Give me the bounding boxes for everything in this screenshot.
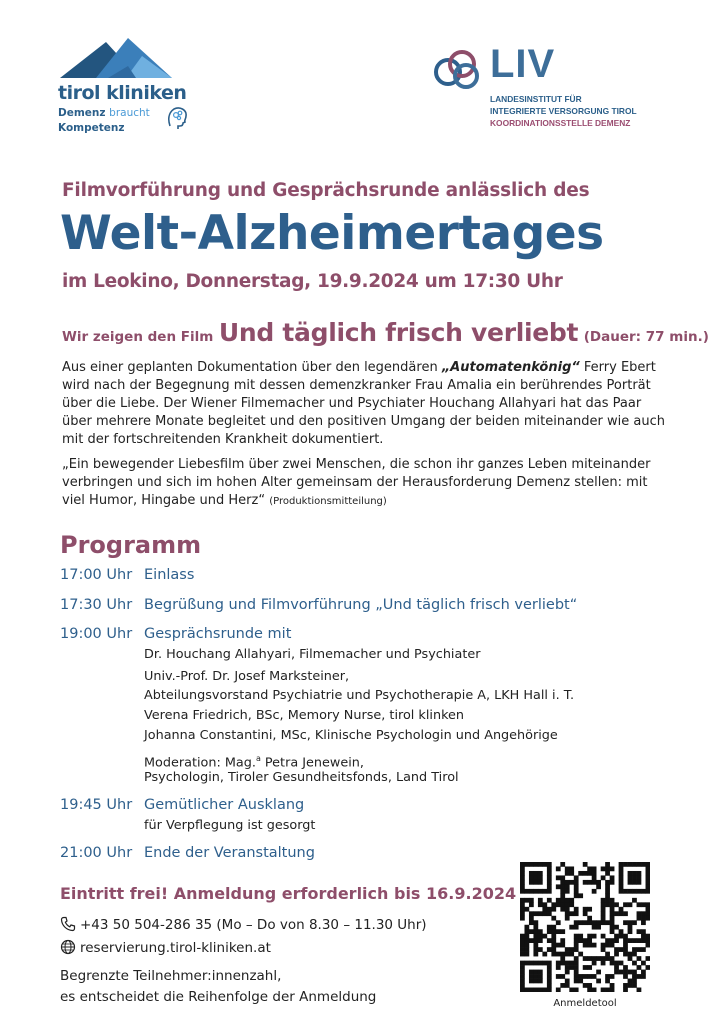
tirol-kliniken-tagline-2: Kompetenz [58, 122, 125, 134]
description-paragraph: Aus einer geplanten Dokumentation über den legendären „Automatenkönig“ Ferry Ebert wird nach der Begegnung mit dessen demenzkranker Frau Amalia ein berührendes Porträt über die Liebe. Der Wiener Filmemacher und Psychiater Houchang Allahyari hat das Paar über mehrere Monate begleitet und den positiven Umgang der beiden miteinander wie auch mit der fortschreitenden Krankheit dokumentiert. [62, 360, 665, 447]
film-prefix: Wir zeigen den Film [62, 329, 214, 345]
programm-title: Programm [60, 531, 202, 559]
panel-member: Dr. Houchang Allahyari, Filmemacher und Psychiater [144, 647, 481, 662]
programm-item: 17:00 Uhr Einlass [60, 567, 195, 583]
liv-name: LIV [490, 42, 556, 86]
programm-item: 19:45 Uhr Gemütlicher Ausklang [60, 797, 305, 813]
headline-lead: Filmvorführung und Gesprächsrunde anlässlich des [62, 180, 590, 201]
registration-note: Begrenzte Teilnehmer:innenzahl, es entscheidet die Reihenfolge der Anmeldung [60, 968, 377, 1005]
liv-line-1: LANDESINSTITUT FÜR [490, 94, 582, 104]
ausklang-note: für Verpflegung ist gesorgt [144, 818, 316, 833]
knot-icon [430, 48, 486, 92]
film-description [62, 359, 672, 518]
phone-contact[interactable] [60, 916, 427, 933]
film-title: Und täglich frisch verliebt [218, 318, 579, 347]
programm-item: 21:00 Uhr Ende der Veranstaltung [60, 845, 315, 861]
qr-code[interactable] [520, 862, 650, 992]
film-duration: (Dauer: 77 min.) [583, 329, 709, 345]
description-quote: „Ein bewegender Liebesfilm über zwei Menschen, die schon ihr ganzes Leben miteinander verbringen und sich im hohen Alter gemeinsam der Herausforderung Demenz stellen: mit viel Humor, Hingabe und Herz“ (Produktionsmitteilung) [62, 457, 651, 508]
tirol-kliniken-name: tirol kliniken [58, 82, 187, 104]
mountains-icon [56, 36, 176, 82]
film-line [62, 318, 709, 347]
moderation-role: Psychologin, Tiroler Gesundheitsfonds, Land Tirol [144, 770, 459, 785]
liv-line-3: KOORDINATIONSSTELLE DEMENZ [490, 118, 631, 128]
registration-headline: Eintritt frei! Anmeldung erforderlich bis 16.9.2024 [60, 884, 517, 903]
globe-icon [60, 939, 76, 955]
liv-line-2: INTEGRIERTE VERSORGUNG TIROL [490, 106, 637, 116]
panel-member: Abteilungsvorstand Psychiatrie und Psychotherapie A, LKH Hall i. T. [144, 688, 575, 703]
web-link[interactable] [60, 939, 271, 956]
headline-date: im Leokino, Donnerstag, 19.9.2024 um 17:30 Uhr [62, 271, 563, 292]
panel-member: Johanna Constantini, MSc, Klinische Psychologin und Angehörige [144, 728, 558, 743]
programm-item: 19:00 Uhr Gesprächsrunde mit [60, 626, 292, 642]
head-profile-icon [164, 104, 190, 130]
programm-item: 17:30 Uhr Begrüßung und Filmvorführung „Und täglich frisch verliebt“ [60, 597, 578, 613]
phone-icon [60, 916, 76, 932]
panel-member: Univ.-Prof. Dr. Josef Marksteiner, [144, 669, 350, 684]
tirol-kliniken-logo [56, 36, 216, 136]
qr-caption: Anmeldetool [553, 998, 617, 1009]
phone-number: +43 50 504-286 35 (Mo – Do von 8.30 – 11.30 Uhr) [80, 917, 427, 933]
page-title: Welt-Alzheimertages [60, 206, 604, 261]
moderation: Moderation: Mag.$^a$ Petra Jenewein, [144, 754, 364, 771]
tirol-kliniken-tagline: Demenz braucht [58, 107, 150, 119]
liv-logo [430, 42, 660, 136]
panel-member: Verena Friedrich, BSc, Memory Nurse, tirol klinken [144, 708, 465, 723]
web-url: reservierung.tirol-kliniken.at [80, 940, 271, 956]
